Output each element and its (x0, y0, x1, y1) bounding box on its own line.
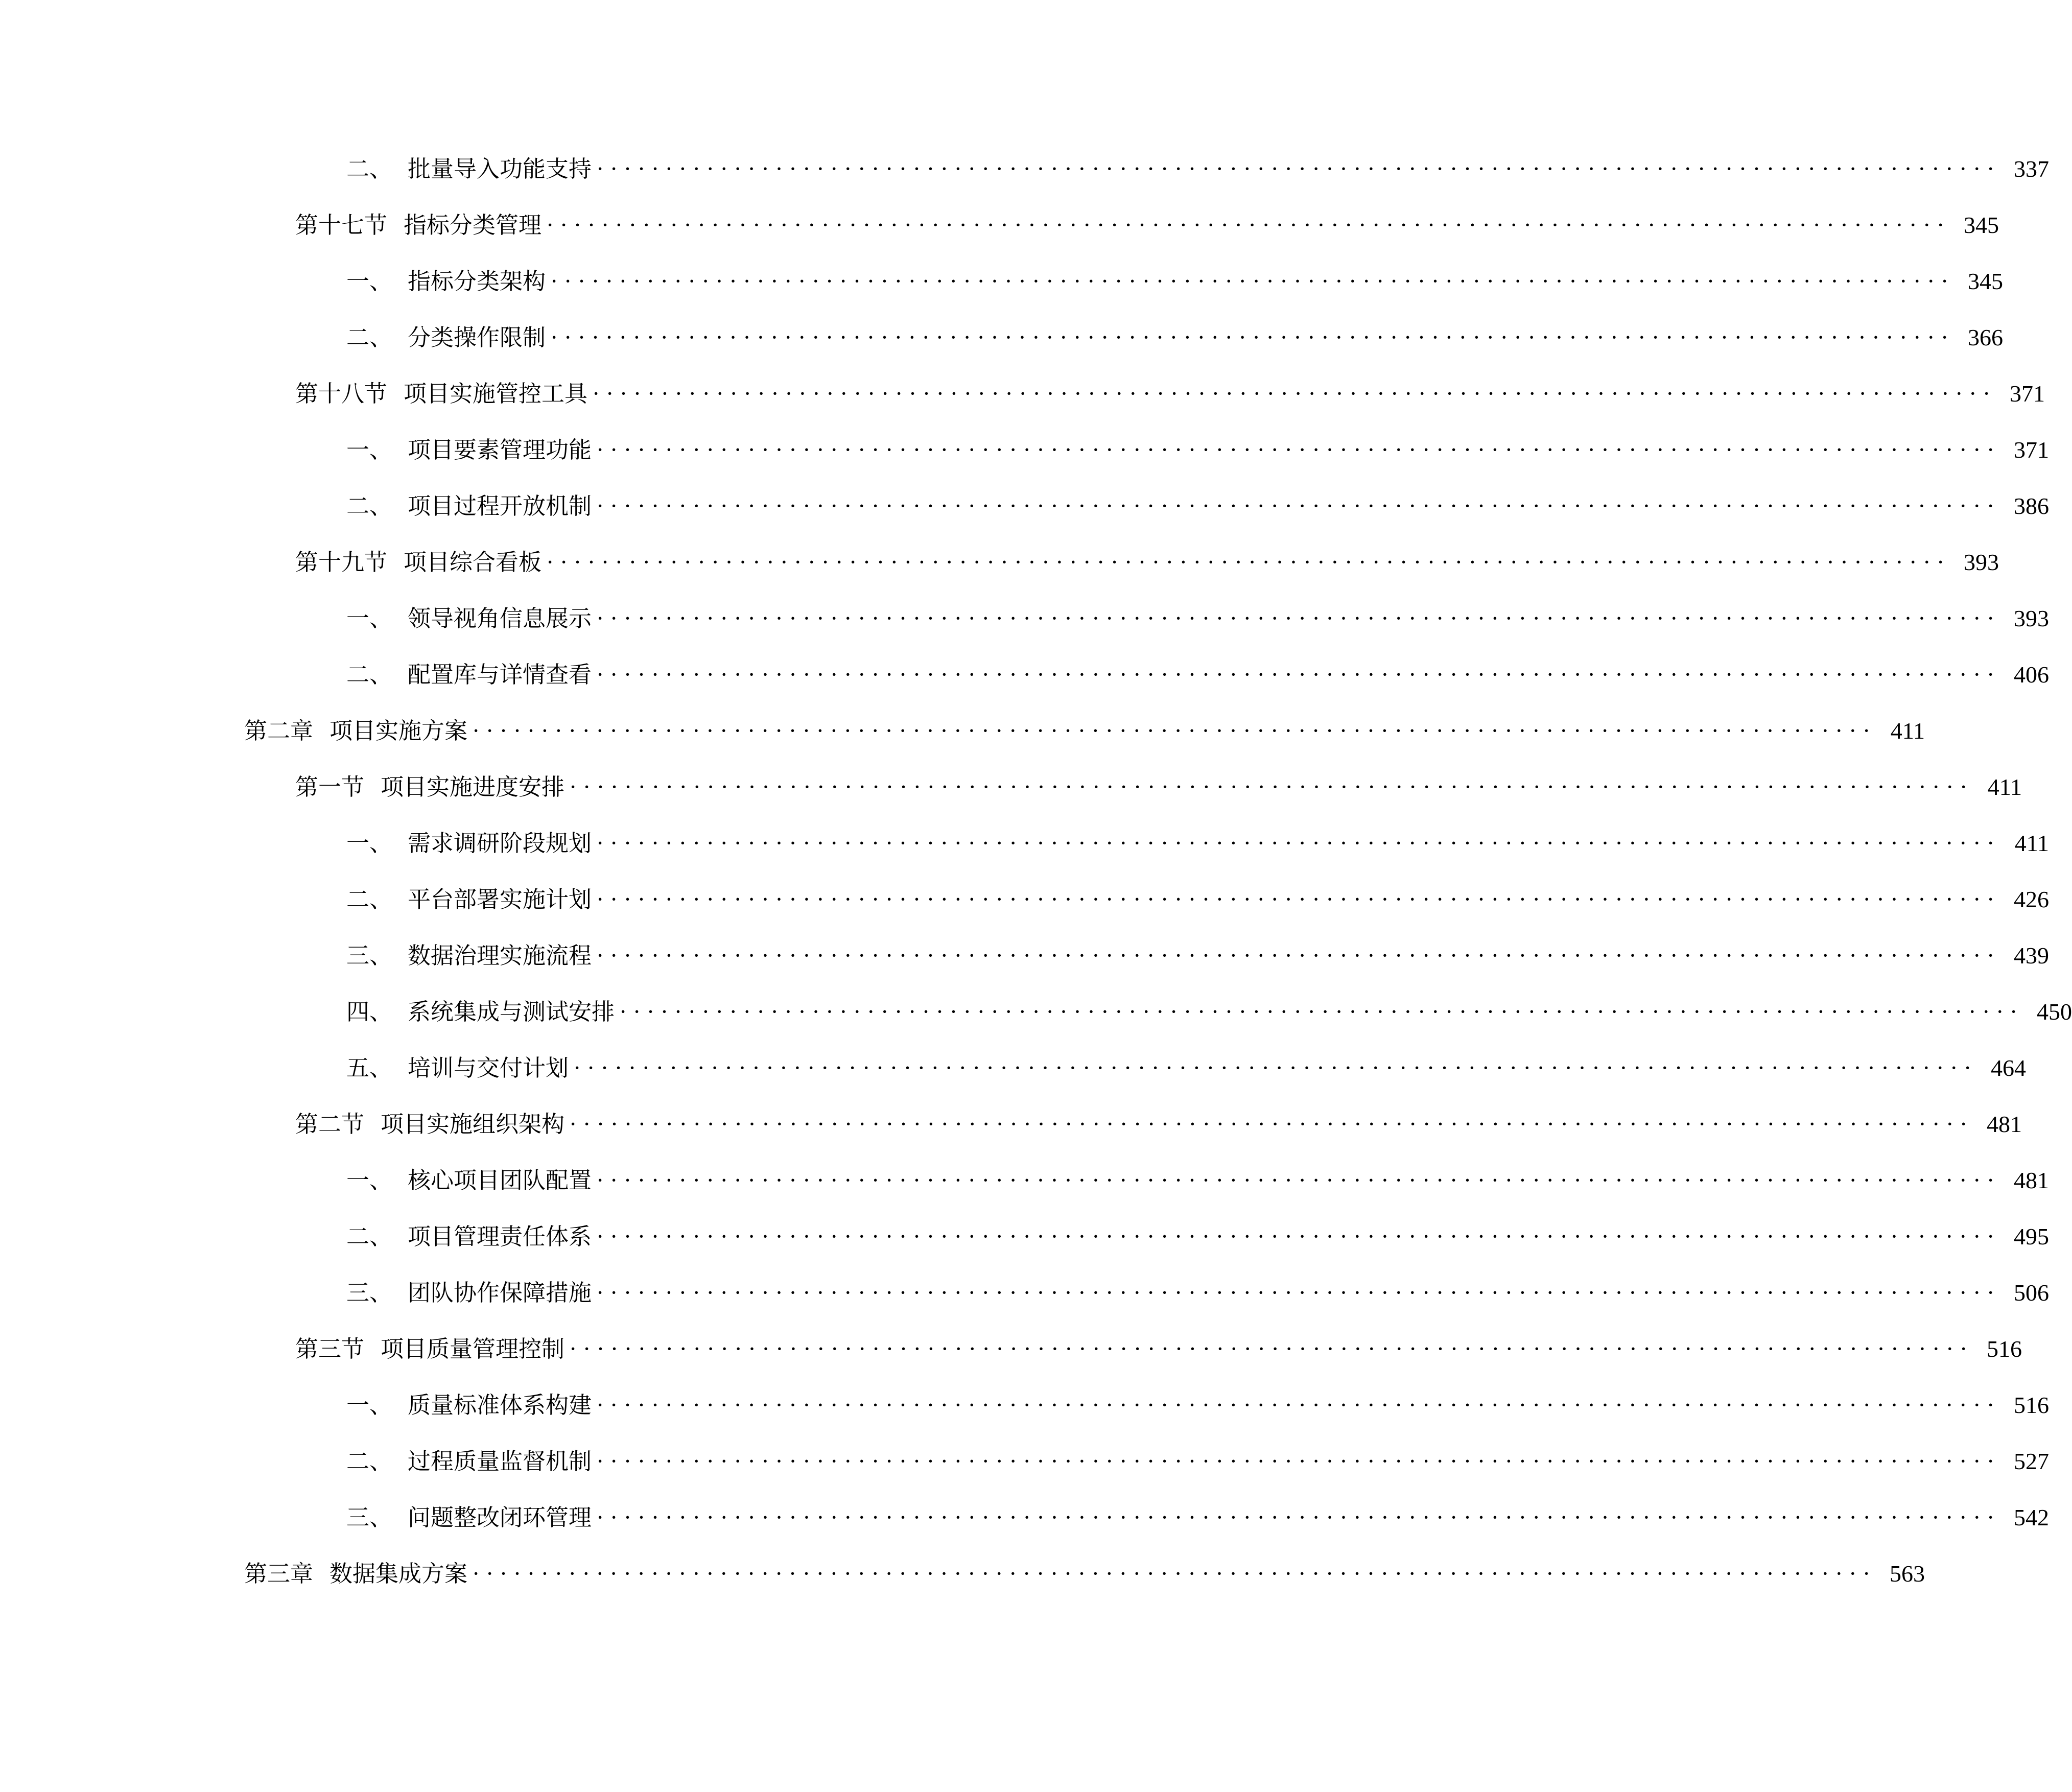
toc-entry[interactable] (346, 654, 2049, 695)
toc-page-number: 426 (2013, 886, 2049, 912)
toc-entry-number: 第三节 (295, 1335, 365, 1362)
toc-entry[interactable] (346, 1497, 2049, 1538)
toc-entry-title: 质量标准体系构建 (408, 1392, 592, 1419)
toc-entry-title: 分类操作限制 (408, 324, 546, 351)
dot-leader: ······································································································ (547, 550, 1951, 575)
toc-page-number: 345 (1967, 268, 2003, 294)
toc-entry-number: 一、 (346, 1167, 393, 1194)
dot-leader: ······································································································ (597, 156, 2001, 181)
toc-entry-title: 数据集成方案 (329, 1560, 468, 1587)
toc-entry[interactable] (346, 879, 2049, 920)
toc-entry-title: 项目实施进度安排 (381, 773, 565, 800)
toc-entry[interactable] (295, 205, 1999, 246)
toc-entry-title: 指标分类管理 (404, 211, 542, 239)
dot-leader: ······································································································ (574, 1055, 1978, 1080)
toc-page-number: 371 (2013, 437, 2049, 463)
toc-entry-number: 一、 (346, 268, 393, 295)
toc-page-number: 516 (2013, 1392, 2049, 1418)
toc-entry-number: 三、 (346, 942, 393, 969)
toc-entry-number: 一、 (346, 1392, 393, 1419)
toc-entry-title: 平台部署实施计划 (408, 886, 592, 913)
toc-entry[interactable] (346, 1216, 2049, 1257)
toc-page-number: 516 (1987, 1336, 2022, 1362)
dot-leader: ······································································································ (570, 1336, 1974, 1361)
toc-page-number: 371 (2010, 381, 2045, 407)
toc-entry[interactable] (346, 261, 2003, 302)
toc-page-number: 337 (2013, 156, 2049, 182)
toc-entry-title: 系统集成与测试安排 (408, 998, 615, 1025)
toc-entry[interactable] (346, 430, 2049, 470)
toc-entry-number: 二、 (346, 661, 393, 688)
dot-leader: ······································································································ (570, 774, 1974, 799)
toc-entry[interactable] (295, 542, 1999, 583)
toc-entry-number: 第二节 (295, 1111, 365, 1138)
toc-entry-title: 项目实施组织架构 (381, 1111, 565, 1138)
toc-entry[interactable] (346, 1160, 2049, 1201)
toc-entry-number: 第三章 (244, 1560, 314, 1587)
toc-entry-title: 团队协作保障措施 (408, 1279, 592, 1306)
toc-entry-number: 第十八节 (295, 380, 388, 407)
toc-page-number: 450 (2036, 999, 2072, 1025)
toc-entry[interactable] (346, 1441, 2049, 1482)
dot-leader: ······································································································ (597, 1393, 2001, 1418)
toc-entry-number: 一、 (346, 436, 393, 463)
toc-page-number: 506 (2013, 1280, 2049, 1306)
toc-entry-number: 二、 (346, 324, 393, 351)
toc-entry-title: 数据治理实施流程 (408, 942, 592, 969)
toc-entry-title: 领导视角信息展示 (408, 605, 592, 632)
toc-entry-title: 过程质量监督机制 (408, 1448, 592, 1475)
toc-entry-title: 项目质量管理控制 (381, 1335, 565, 1362)
toc-entry[interactable] (346, 317, 2003, 358)
toc-entry[interactable] (295, 767, 2022, 808)
toc-entry[interactable] (244, 1553, 1925, 1594)
toc-page-number: 406 (2013, 662, 2049, 688)
toc-entry-number: 一、 (346, 605, 393, 632)
dot-leader: ······································································································ (547, 213, 1951, 238)
dot-leader: ······································································································ (597, 831, 2001, 856)
toc-entry[interactable] (346, 1048, 2026, 1089)
toc-entry-number: 二、 (346, 492, 393, 520)
toc-entry-title: 批量导入功能支持 (408, 155, 592, 182)
dot-leader: ······································································································ (597, 493, 2001, 518)
toc-page-number: 439 (2013, 942, 2049, 969)
toc-page-number: 393 (2013, 605, 2049, 631)
toc-entry-number: 三、 (346, 1504, 393, 1531)
toc-entry-title: 项目综合看板 (404, 549, 542, 576)
toc-entry-number: 二、 (346, 1223, 393, 1250)
toc-entry[interactable] (346, 1385, 2049, 1426)
toc-entry-number: 二、 (346, 886, 393, 913)
toc-entry-title: 配置库与详情查看 (408, 661, 592, 688)
dot-leader: ······································································································ (551, 269, 1955, 294)
toc-page-number: 411 (1890, 718, 1925, 744)
toc-entry-number: 第一节 (295, 773, 365, 800)
dot-leader: ······································································································ (597, 1224, 2001, 1249)
toc-page-number: 411 (2014, 830, 2049, 856)
dot-leader: ······································································································ (597, 606, 2001, 631)
toc-entry[interactable] (295, 1104, 2022, 1145)
dot-leader: ······································································································ (473, 1561, 1877, 1586)
toc-entry-number: 五、 (346, 1054, 393, 1081)
dot-leader: ······································································································ (620, 999, 2024, 1024)
dot-leader: ······································································································ (597, 1280, 2001, 1305)
toc-entry[interactable] (295, 1329, 2022, 1370)
dot-leader: ······································································································ (593, 381, 1997, 406)
dot-leader: ······································································································ (597, 437, 2001, 462)
toc-entry[interactable] (346, 149, 2049, 190)
toc-entry-title: 项目管理责任体系 (408, 1223, 592, 1250)
toc-page-number: 464 (1990, 1055, 2026, 1081)
toc-entry-number: 第十九节 (295, 549, 388, 576)
dot-leader: ······································································································ (597, 662, 2001, 687)
toc-entry[interactable] (346, 992, 2072, 1032)
toc-entry-title: 问题整改闭环管理 (408, 1504, 592, 1531)
dot-leader: ······································································································ (597, 1168, 2001, 1193)
toc-entry-title: 项目过程开放机制 (408, 492, 592, 520)
dot-leader: ······································································································ (597, 943, 2001, 968)
dot-leader: ······································································································ (551, 325, 1955, 350)
toc-entry[interactable] (346, 486, 2049, 527)
dot-leader: ······································································································ (597, 1449, 2001, 1474)
toc-page-number: 411 (1987, 774, 2022, 800)
dot-leader: ······································································································ (570, 1112, 1974, 1137)
toc-entry-title: 项目实施管控工具 (404, 380, 588, 407)
toc-page-number: 481 (1987, 1111, 2022, 1137)
toc-entry-title: 需求调研阶段规划 (408, 830, 592, 857)
toc-entry-number: 二、 (346, 1448, 393, 1475)
toc-page-number: 527 (2013, 1448, 2049, 1474)
toc-entry-number: 第十七节 (295, 211, 388, 239)
toc-entry[interactable] (346, 598, 2049, 639)
toc-page-number: 495 (2013, 1223, 2049, 1249)
toc-page-number: 345 (1964, 212, 1999, 238)
toc-entry[interactable] (346, 935, 2049, 976)
toc-entry-number: 二、 (346, 155, 393, 182)
toc-entry[interactable] (295, 373, 2045, 414)
dot-leader: ······································································································ (473, 718, 1877, 743)
toc-page-number: 542 (2013, 1504, 2049, 1530)
toc-page-number: 366 (1967, 324, 2003, 350)
toc-entry-title: 指标分类架构 (408, 268, 546, 295)
toc-entry-number: 第二章 (244, 717, 314, 744)
toc-entry[interactable] (346, 1272, 2049, 1313)
toc-entry-number: 三、 (346, 1279, 393, 1306)
toc-page-number: 393 (1964, 549, 1999, 575)
toc-entry-title: 培训与交付计划 (408, 1054, 569, 1081)
toc-page-number: 481 (2013, 1167, 2049, 1193)
dot-leader: ······································································································ (597, 887, 2001, 912)
toc-page-number: 386 (2013, 493, 2049, 519)
toc-entry-title: 核心项目团队配置 (408, 1167, 592, 1194)
toc-entry-number: 一、 (346, 830, 393, 857)
toc-entry-title: 项目实施方案 (329, 717, 468, 744)
toc-entry-title: 项目要素管理功能 (408, 436, 592, 463)
toc-entry-number: 四、 (346, 998, 393, 1025)
toc-entry[interactable] (244, 711, 1925, 751)
toc-page-number: 563 (1890, 1561, 1925, 1587)
toc-entry[interactable] (346, 823, 2049, 864)
dot-leader: ······································································································ (597, 1505, 2001, 1530)
